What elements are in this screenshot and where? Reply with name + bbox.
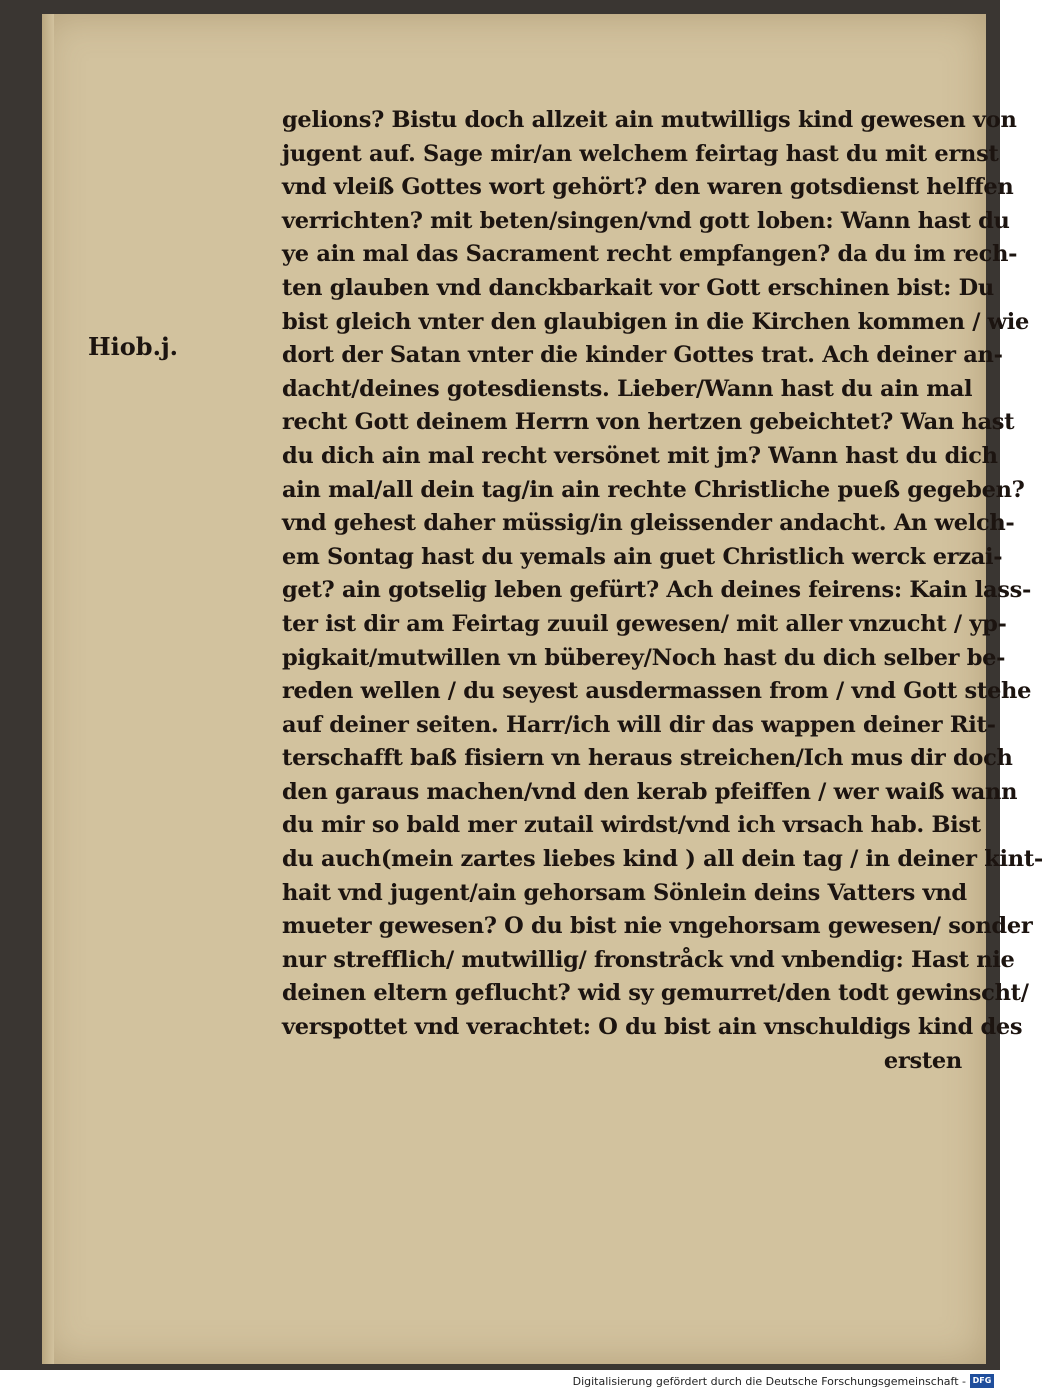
text-line: reden wellen / du seyest ausdermassen from / vnd Gott stehe [282, 678, 1032, 705]
page-gutter [42, 14, 54, 1364]
text-line: mueter gewesen? O du bist nie vngehorsam gewesen/ sonder [282, 913, 1033, 940]
text-line: hait vnd jugent/ain gehorsam Sönlein deins Vatters vnd [282, 879, 967, 906]
text-line: du auch(mein zartes liebes kind ) all dein tag / in deiner kint- [282, 846, 1043, 873]
text-line: dacht/deines gotesdiensts. Lieber/Wann hast du ain mal [282, 375, 973, 402]
text-line: vnd vleiß Gottes wort gehört? den waren gotsdienst helffen [282, 174, 1014, 201]
marginal-note: Hiob.j. [88, 332, 178, 361]
text-line: pigkait/mutwillen vn büberey/Noch hast du dich selber be- [282, 644, 1006, 671]
text-line: nur strefflich/ mutwillig/ fronstråck vnd vnbendig: Hast nie [282, 946, 1015, 973]
funding-credit: Digitalisierung gefördert durch die Deutsche Forschungsgemeinschaft - [572, 1375, 966, 1388]
text-line: gelions? Bistu doch allzeit ain mutwilligs kind gewesen von [282, 107, 1017, 133]
text-line: ain mal/all dein tag/in ain rechte Christliche pueß gegeben? [282, 476, 1025, 503]
text-line: deinen eltern geflucht? wid sy gemurret/den todt gewinscht/ [282, 980, 1029, 1007]
text-line: auf deiner seiten. Harr/ich will dir das wappen deiner Rit- [282, 711, 996, 738]
text-line: den garaus machen/vnd den kerab pfeiffen / wer waiß wann [282, 778, 1018, 805]
text-line: em Sontag hast du yemals ain guet Christlich werck erzai- [282, 543, 1003, 570]
footer-bar [0, 1370, 1000, 1394]
text-line: dort der Satan vnter die kinder Gottes trat. Ach deiner an- [282, 342, 1003, 369]
text-line: recht Gott deinem Herrn von hertzen gebeichtet? Wan hast [282, 409, 1015, 436]
text-line: verrichten? mit beten/singen/vnd gott loben: Wann hast du [282, 207, 1010, 234]
text-line: ye ain mal das Sacrament recht empfangen? da du im rech- [282, 241, 1018, 268]
text-line: get? ain gotselig leben gefürt? Ach deines feirens: Kain lass- [282, 577, 1032, 604]
text-line: terschafft baß fisiern vn heraus streichen/Ich mus dir doch [282, 745, 1013, 772]
text-line: verspottet vnd verachtet: O du bist ain vnschuldigs kind des [282, 1014, 1023, 1041]
text-line: du mir so bald mer zutail wirdst/vnd ich vrsach hab. Bist [282, 812, 981, 839]
dfg-logo: DFG [970, 1374, 994, 1388]
text-line: du dich ain mal recht versönet mit jm? Wann hast du dich [282, 442, 998, 469]
text-line: jugent auf. Sage mir/an welchem feirtag hast du mit ernst [282, 140, 999, 167]
text-line: vnd gehest daher müssig/in gleissender andacht. An welch- [282, 510, 1015, 537]
text-line: bist gleich vnter den glaubigen in die Kirchen kommen / wie [282, 308, 1030, 335]
text-line: ter ist dir am Feirtag zuuil gewesen/ mit aller vnzucht / yp- [282, 610, 1007, 637]
main-text-block [282, 104, 1043, 1078]
catchword: ersten [883, 1047, 962, 1074]
text-line: ten glauben vnd danckbarkait vor Gott erschinen bist: Du [282, 274, 994, 301]
